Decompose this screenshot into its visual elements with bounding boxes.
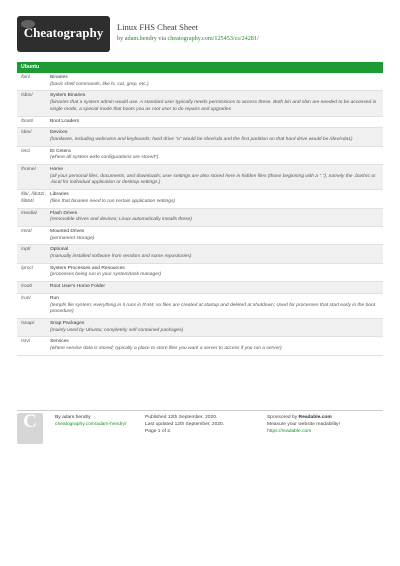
footer-author-url[interactable]: cheatography.com/adam-hendry/ bbox=[55, 422, 127, 428]
table-row bbox=[17, 165, 383, 190]
directory-title: Snap Packages bbox=[50, 320, 85, 326]
byline-via: via bbox=[156, 35, 168, 42]
directory-path: /proc/ bbox=[21, 265, 34, 271]
directory-title: Root User's Home Folder bbox=[50, 284, 106, 290]
directory-path: /srv/ bbox=[21, 339, 31, 345]
sponsor-prefix: Sponsored by bbox=[267, 415, 299, 420]
table-row bbox=[17, 282, 383, 294]
updated-date: Last updated 12th September, 2020. bbox=[145, 422, 225, 428]
directory-info bbox=[50, 91, 383, 115]
directory-description: (all your personal files, documents, and downloads; user settings are also stored here in hidden files (those beginning with a "."), namely the .bashrc or .local for individual application or desktop settings.) bbox=[50, 173, 376, 186]
directory-info bbox=[50, 319, 383, 336]
directory-info bbox=[50, 190, 383, 207]
footer-author[interactable]: adam.hendry bbox=[62, 415, 91, 420]
directory-description: (basic shell commands, like ls, cat, grep, etc.) bbox=[50, 81, 149, 87]
directory-title: Home bbox=[50, 167, 64, 173]
author-link[interactable]: adam.hendry bbox=[124, 35, 157, 42]
directory-title: Devices bbox=[50, 130, 68, 136]
table-row bbox=[17, 294, 383, 319]
page-number: Page 1 of 2. bbox=[145, 429, 172, 435]
table-row bbox=[17, 209, 383, 227]
table-row bbox=[17, 117, 383, 129]
table-row bbox=[17, 264, 383, 282]
directory-info bbox=[50, 337, 383, 354]
directory-title: Boot Loaders bbox=[50, 118, 80, 124]
sponsor-url[interactable]: https://readable.com bbox=[267, 429, 312, 435]
table-row bbox=[17, 337, 383, 355]
directory-path: /root/ bbox=[21, 284, 33, 290]
table-row bbox=[17, 319, 383, 337]
sponsor-name[interactable]: Readable.com bbox=[298, 415, 332, 420]
directory-info bbox=[50, 117, 383, 128]
byline-prefix: by bbox=[117, 35, 125, 42]
directory-title: Services bbox=[50, 339, 69, 345]
directory-path: /dev/ bbox=[21, 130, 32, 136]
directory-path: /etc/ bbox=[21, 148, 31, 154]
directory-description: (removable drives and devices; Linux automatically installs these) bbox=[50, 217, 192, 223]
logo-text: Cheatography bbox=[23, 25, 104, 40]
directory-description: (manually installed software from vendors and some repositories) bbox=[50, 254, 192, 260]
directory-path: /mnt/ bbox=[21, 228, 32, 234]
footer-sponsor-block bbox=[267, 414, 383, 436]
directory-info bbox=[50, 245, 383, 262]
rows-container bbox=[17, 73, 383, 356]
directory-info bbox=[50, 128, 383, 145]
footer-author-block bbox=[55, 414, 145, 428]
page-footer bbox=[17, 410, 383, 438]
cheat-sheet-table bbox=[17, 62, 383, 356]
logo-letter: C bbox=[23, 411, 37, 432]
section-header: Ubuntu bbox=[17, 62, 383, 73]
directory-info bbox=[50, 165, 383, 189]
directory-info bbox=[50, 147, 383, 164]
directory-path: /bin/ bbox=[21, 75, 31, 80]
table-row bbox=[17, 190, 383, 208]
page-title: Linux FHS Cheat Sheet bbox=[117, 22, 198, 32]
directory-path: /snap/ bbox=[21, 320, 35, 326]
directory-path: /home/ bbox=[21, 167, 36, 173]
published-date: Published 12th September, 2020. bbox=[145, 415, 218, 420]
table-row bbox=[17, 147, 383, 165]
directory-path: /media/ bbox=[21, 210, 38, 216]
table-row bbox=[17, 73, 383, 91]
table-row bbox=[17, 91, 383, 116]
footer-meta-block bbox=[145, 414, 265, 436]
directory-title: System Processes and Resources bbox=[50, 265, 125, 271]
directory-description: (hardware, including webcams and keyboards; hard drive "a" would be /dev/sda and the first partition on that hard drive would be /dev/sda1) bbox=[50, 136, 353, 142]
footer-by-label: By bbox=[55, 415, 63, 420]
directory-description: (tempfs file system; everything in it runs in RAM, so files are created at startup and deleted at shutdown; Used for processes that start early in the boot procedure) bbox=[50, 302, 376, 315]
directory-title: Libraries bbox=[50, 192, 69, 198]
directory-info bbox=[50, 264, 383, 281]
cheatography-logo[interactable] bbox=[17, 16, 110, 52]
directory-description: (permanent storage) bbox=[50, 235, 95, 241]
directory-title: Run bbox=[50, 295, 59, 301]
directory-info bbox=[50, 73, 383, 90]
table-row bbox=[17, 128, 383, 146]
directory-title: Flash Drives bbox=[50, 210, 78, 216]
directory-info bbox=[50, 209, 383, 226]
directory-description: (where all system-wide configurations are stored*) bbox=[50, 155, 159, 161]
byline bbox=[117, 35, 259, 42]
directory-path: /lib/, /lib32/, /lib64/ bbox=[21, 192, 46, 204]
directory-path: /sbin/ bbox=[21, 93, 33, 99]
directory-path: /opt/ bbox=[21, 247, 31, 253]
directory-title: Et Cetera bbox=[50, 148, 71, 154]
directory-description: (files that binaries need to run certain application settings) bbox=[50, 198, 176, 204]
directory-description: (binaries that a system admin would use. A standard user typically needs permissions to access these. Both bin and sbin are needed to be accessed in single mode, a special mode that boots you as root user to do repairs and upgrades bbox=[50, 100, 377, 112]
table-row bbox=[17, 245, 383, 263]
directory-info bbox=[50, 294, 383, 318]
sponsor-tagline: Measure your website readability! bbox=[267, 422, 340, 428]
directory-description: (processes being run in your system/task manager) bbox=[50, 272, 162, 278]
directory-description: (mainly used by Ubuntu; completely self-contained packages) bbox=[50, 327, 184, 333]
sheet-url-link[interactable]: cheatography.com/125453/cs/24281/ bbox=[167, 35, 259, 42]
table-row bbox=[17, 227, 383, 245]
directory-description: (where service data is stored; typically a place to store files you want a server to access if you run a server) bbox=[50, 346, 282, 352]
directory-title: Optional bbox=[50, 247, 69, 253]
directory-title: Mounted Drives bbox=[50, 228, 85, 234]
page-header bbox=[0, 16, 400, 56]
directory-title: Binaries bbox=[50, 75, 68, 80]
cheatography-c-logo bbox=[17, 413, 43, 444]
directory-path: /boot/ bbox=[21, 118, 34, 124]
directory-path: /run/ bbox=[21, 295, 31, 301]
directory-title: System Binaries bbox=[50, 93, 86, 99]
directory-info bbox=[50, 227, 383, 244]
directory-info bbox=[50, 282, 383, 293]
